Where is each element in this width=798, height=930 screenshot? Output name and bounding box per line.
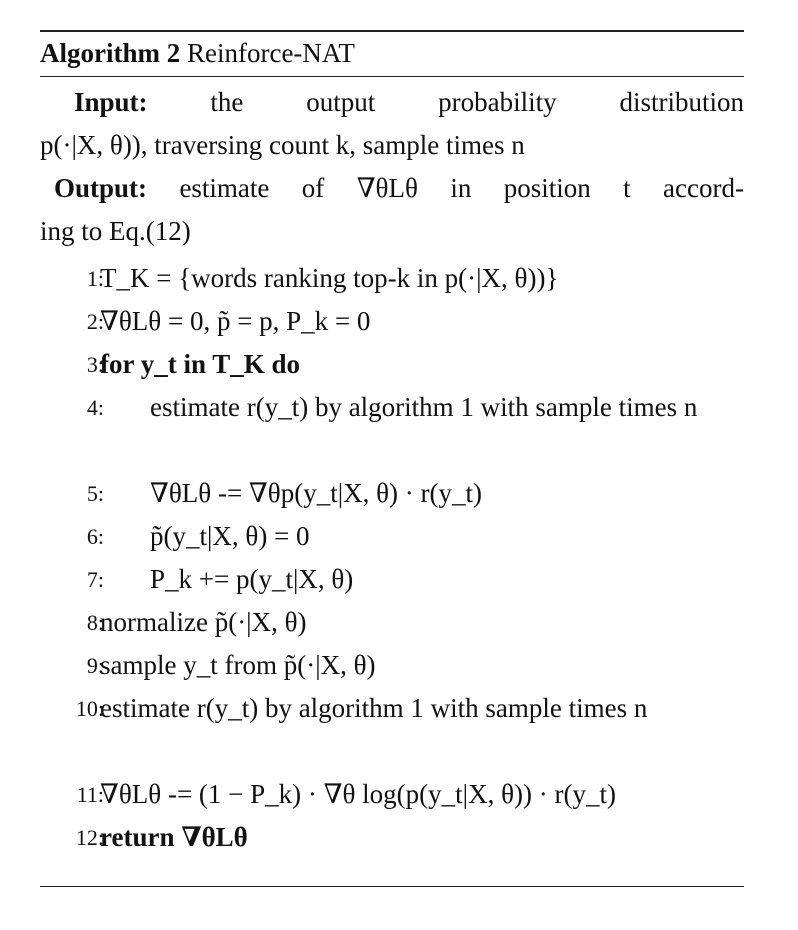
- line-number: 6:: [86, 524, 104, 549]
- line-number: 10:: [75, 696, 104, 721]
- line-number: 8:: [86, 610, 104, 635]
- algorithm-title: [40, 32, 744, 76]
- bottom-rule: [40, 886, 744, 887]
- algo-line-5: [40, 472, 744, 515]
- line-number: 1:: [86, 266, 104, 291]
- line-text: ∇θLθ -= ∇θp(y_t|X, θ) · r(y_t): [150, 478, 483, 508]
- line-text: return ∇θLθ: [100, 822, 248, 852]
- line-text: T_K = {words ranking top-k in p(·|X, θ))}: [100, 263, 559, 293]
- line-text: estimate r(y_t) by algorithm 1 with sample times n: [100, 693, 648, 723]
- line-number: 12:: [75, 825, 104, 850]
- line-number: 2:: [86, 309, 104, 334]
- line-number: 3:: [86, 352, 104, 377]
- line-number: 7:: [86, 567, 104, 592]
- algo-line-2: [40, 300, 744, 343]
- line-text: normalize p̃(·|X, θ): [100, 607, 307, 637]
- algo-line-6: [40, 515, 744, 558]
- algo-line-4: [40, 386, 744, 472]
- algo-line-9: [40, 644, 744, 687]
- algo-line-8: [40, 601, 744, 644]
- algo-line-7: [40, 558, 744, 601]
- line-text: p̃(y_t|X, θ) = 0: [150, 521, 310, 551]
- line-number: 9:: [86, 653, 104, 678]
- algo-line-3: [40, 343, 744, 386]
- algorithm-name: Reinforce-NAT: [186, 38, 355, 68]
- algorithm-box: [40, 30, 744, 859]
- line-text: sample y_t from p̃(·|X, θ): [100, 650, 376, 680]
- line-text: for y_t in T_K do: [100, 349, 301, 379]
- input-text-1: the output probability distribution: [210, 87, 744, 117]
- output-label: Output:: [54, 173, 148, 203]
- line-text: P_k += p(y_t|X, θ): [150, 564, 354, 594]
- line-number: 5:: [86, 481, 104, 506]
- output-block: [40, 167, 744, 253]
- title-rule: [40, 76, 744, 77]
- line-text: estimate r(y_t) by algorithm 1 with sample times n: [150, 392, 698, 422]
- output-text-1: estimate of ∇θLθ in position t accord-: [179, 173, 744, 203]
- output-text-2: ing to Eq.(12): [40, 216, 191, 246]
- algo-line-1: [40, 257, 744, 300]
- line-text: ∇θLθ -= (1 − P_k) · ∇θ log(p(y_t|X, θ)) · r(y_t): [100, 779, 616, 809]
- line-number: 4:: [86, 395, 104, 420]
- algo-line-11: [40, 773, 744, 816]
- input-label: Input:: [74, 87, 148, 117]
- line-number: 11:: [76, 782, 104, 807]
- algo-line-10: [40, 687, 744, 773]
- line-text: ∇θLθ = 0, p̃ = p, P_k = 0: [100, 306, 371, 336]
- algo-line-12: [40, 816, 744, 859]
- input-block: [40, 81, 744, 167]
- input-text-2: p(·|X, θ)), traversing count k, sample times n: [40, 130, 525, 160]
- algorithm-label: Algorithm 2: [40, 38, 181, 68]
